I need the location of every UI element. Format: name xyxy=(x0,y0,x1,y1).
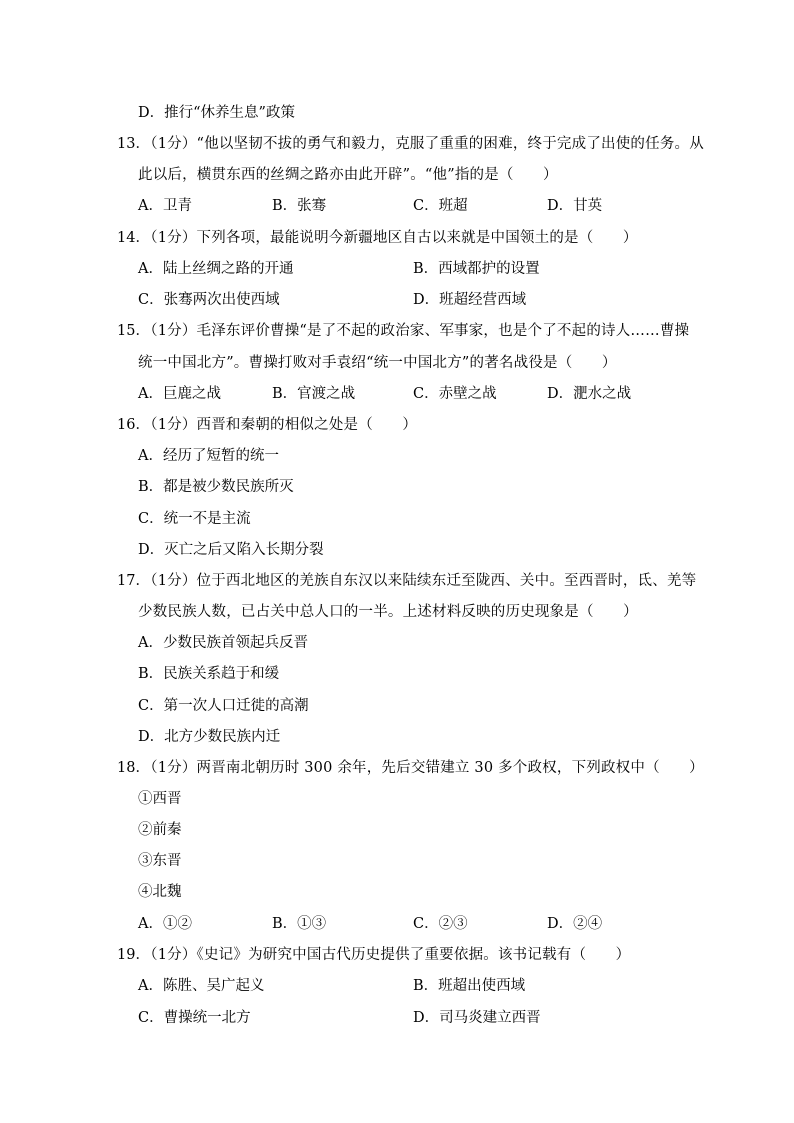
q14-number: 14． xyxy=(117,230,150,246)
q18-stem-line1: （1分）两晋南北朝历时 300 余年，先后交错建立 30 多个政权，下列政权中（ ） xyxy=(143,760,704,776)
q18-item-2: ②前秦 xyxy=(138,822,182,838)
q14-stem-line1: （1分）下列各项，最能说明今新疆地区自古以来就是中国领土的是（ ） xyxy=(143,230,638,246)
q16-option-c: C．统一不是主流 xyxy=(138,511,251,527)
q18-option-a: A．①② xyxy=(138,916,192,932)
q18-option-c: C．②③ xyxy=(413,916,468,932)
q16-number: 16． xyxy=(117,417,150,433)
q13-number: 13． xyxy=(117,136,150,152)
q15-stem-line1: （1分）毛泽东评价曹操“是了不起的政治家、军事家，也是个了不起的诗人……曹操 xyxy=(143,323,690,339)
q18-number: 18． xyxy=(117,760,150,776)
q13-stem-line2: 此以后，横贯东西的丝绸之路亦由此开辟”。“他”指的是（ ） xyxy=(138,167,558,183)
q17-number: 17． xyxy=(117,573,150,589)
q18-option-d: D．②④ xyxy=(547,916,603,932)
q12-option-d: D．推行“休养生息”政策 xyxy=(138,105,295,121)
q17-option-b: B．民族关系趋于和缓 xyxy=(138,666,280,682)
q15-option-a: A．巨鹿之战 xyxy=(138,386,221,402)
q14-option-b: B．西域都护的设置 xyxy=(413,261,540,277)
q14-option-d: D．班超经营西域 xyxy=(413,292,527,308)
q16-option-b: B．都是被少数民族所灭 xyxy=(138,479,294,495)
q14-option-a: A．陆上丝绸之路的开通 xyxy=(138,261,294,277)
q13-option-a: A．卫青 xyxy=(138,198,192,214)
q15-option-d: D．淝水之战 xyxy=(547,386,632,402)
q18-item-1: ①西晋 xyxy=(138,791,182,807)
q19-option-d: D．司马炎建立西晋 xyxy=(413,1010,541,1026)
q18-item-3: ③东晋 xyxy=(138,853,182,869)
q17-stem-line1: （1分）位于西北地区的羌族自东汉以来陆续东迁至陇西、关中。至西晋时，氐、羌等 xyxy=(143,573,697,589)
q19-stem-line1: （1分）《史记》为研究中国古代历史提供了重要依据。该书记载有（ ） xyxy=(143,947,631,963)
q13-stem-line1: （1分）“他以坚韧不拔的勇气和毅力，克服了重重的困难，终于完成了出使的任务。从 xyxy=(143,136,704,152)
q16-option-d: D．灭亡之后又陷入长期分裂 xyxy=(138,542,324,558)
q16-option-a: A．经历了短暂的统一 xyxy=(138,448,279,464)
q17-option-c: C．第一次人口迁徙的高潮 xyxy=(138,698,309,714)
q15-number: 15． xyxy=(117,323,150,339)
q15-option-c: C．赤壁之战 xyxy=(413,386,497,402)
q13-option-c: C．班超 xyxy=(413,198,468,214)
q14-option-c: C．张骞两次出使西域 xyxy=(138,292,280,308)
q18-item-4: ④北魏 xyxy=(138,884,182,900)
q19-option-a: A．陈胜、吴广起义 xyxy=(138,978,265,994)
q19-option-c: C．曹操统一北方 xyxy=(138,1010,251,1026)
q17-option-a: A．少数民族首领起兵反晋 xyxy=(138,635,308,651)
q17-option-d: D．北方少数民族内迁 xyxy=(138,729,281,745)
q19-option-b: B．班超出使西域 xyxy=(413,978,526,994)
q13-option-d: D．甘英 xyxy=(547,198,603,214)
q13-option-b: B．张骞 xyxy=(272,198,327,214)
q16-stem-line1: （1分）西晋和秦朝的相似之处是（ ） xyxy=(143,417,418,433)
q18-option-b: B．①③ xyxy=(272,916,327,932)
q19-number: 19． xyxy=(117,947,150,963)
q17-stem-line2: 少数民族人数，已占关中总人口的一半。上述材料反映的历史现象是（ ） xyxy=(138,604,638,620)
q15-option-b: B．官渡之战 xyxy=(272,386,356,402)
q15-stem-line2: 统一中国北方”。曹操打败对手袁绍“统一中国北方”的著名战役是（ ） xyxy=(138,355,617,371)
